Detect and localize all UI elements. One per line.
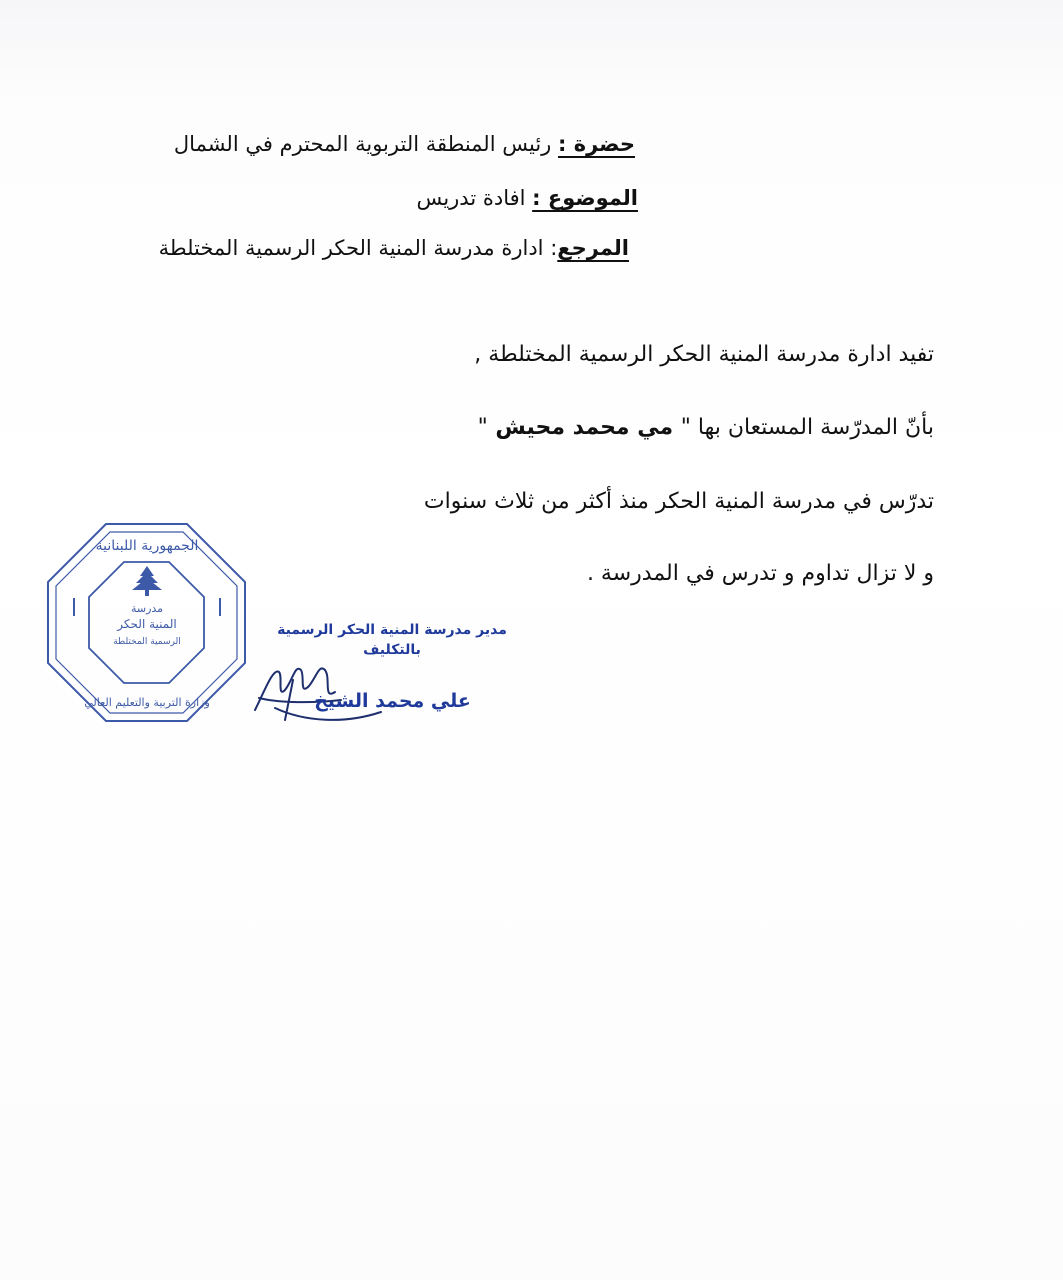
body-line-1 bbox=[474, 340, 934, 370]
official-stamp bbox=[44, 520, 249, 725]
recipient-value: رئيس المنطقة التربوية المحترم في الشمال bbox=[173, 132, 558, 156]
body-line-3 bbox=[424, 487, 934, 517]
stamp-inner-line-1: مدرسة bbox=[130, 602, 164, 615]
stamp-inner-line-2: المنية الحكر bbox=[117, 617, 177, 631]
signature-title-line-2: بالتكليف bbox=[363, 642, 421, 658]
body-text-2-prefix: بأنّ المدرّسة المستعان بها " bbox=[680, 415, 934, 440]
reference-label: المرجع bbox=[557, 236, 629, 260]
body-text-3: تدرّس في مدرسة المنية الحكر منذ أكثر من ثلاث سنوات bbox=[423, 489, 934, 514]
signature-title bbox=[272, 620, 512, 660]
stamp-outer-text: الجمهورية اللبنانية bbox=[95, 538, 199, 554]
body-text-4: و لا تزال تداوم و تدرس في المدرسة . bbox=[586, 561, 934, 586]
teacher-name: مي محمد محيش bbox=[487, 415, 681, 440]
stamp-bottom-text: وزارة التربية والتعليم العالي bbox=[84, 696, 210, 709]
signatory-name: علي محمد الشيخ bbox=[314, 690, 471, 712]
recipient-line bbox=[174, 129, 635, 159]
subject-value: افادة تدريس bbox=[416, 186, 533, 210]
body-line-4 bbox=[587, 559, 934, 589]
body-text-2-suffix: " bbox=[477, 415, 488, 440]
stamp-inner-line-3: الرسمية المختلطة bbox=[113, 637, 181, 647]
signature-name bbox=[300, 688, 485, 714]
subject-line bbox=[417, 183, 638, 213]
body-text-1: تفيد ادارة مدرسة المنية الحكر الرسمية المختلطة , bbox=[474, 342, 934, 367]
signature-title-line-1: مدير مدرسة المنية الحكر الرسمية bbox=[277, 622, 507, 638]
body-line-2 bbox=[478, 413, 934, 443]
reference-value: : ادارة مدرسة المنية الحكر الرسمية المختلطة bbox=[158, 236, 558, 260]
recipient-label: حضرة : bbox=[558, 132, 635, 156]
cedar-icon bbox=[132, 566, 162, 596]
subject-label: الموضوع : bbox=[532, 186, 638, 210]
reference-line bbox=[159, 233, 629, 263]
